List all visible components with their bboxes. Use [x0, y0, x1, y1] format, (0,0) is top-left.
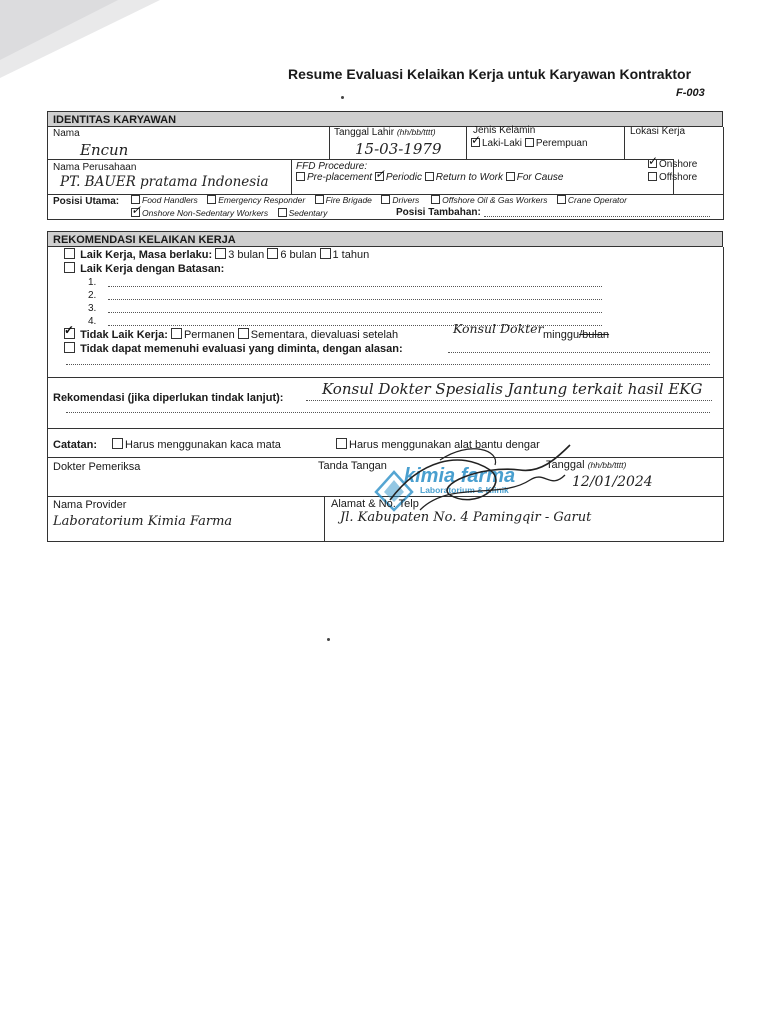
section-header-rekomendasi: REKOMENDASI KELAIKAN KERJA — [47, 231, 723, 247]
nama-perusahaan-label: Nama Perusahaan — [53, 162, 137, 173]
fire-brigade-checkbox[interactable] — [315, 195, 324, 204]
laki-laki-checkbox[interactable] — [471, 138, 480, 147]
kaca-mata-label: Harus menggunakan kaca mata — [125, 439, 281, 451]
rekomendasi-lanjut-value: Konsul Dokter Spesialis Jantung terkait hasil EKG — [322, 380, 703, 398]
sementara-label: Sementara, dievaluasi setelah — [250, 329, 399, 341]
nama-perusahaan-value: PT. BAUER pratama Indonesia — [60, 174, 269, 190]
divider — [47, 428, 723, 429]
for-cause-checkbox[interactable] — [506, 172, 515, 181]
onshore-nonsedentary-label: Onshore Non-Sedentary Workers — [142, 208, 269, 218]
scan-speck — [341, 96, 344, 99]
stamp-brand: kimia farma — [404, 465, 516, 487]
tanggal-format: (hh/bb/tttt) — [587, 460, 627, 470]
rekomendasi-lanjut-line-1[interactable] — [306, 400, 712, 401]
laik-kerja-batasan-checkbox[interactable] — [64, 262, 75, 273]
tanggal-lahir-label: Tanggal Lahir — [334, 127, 395, 138]
alat-bantu-checkbox[interactable] — [336, 438, 347, 449]
tidak-dapat-row — [64, 342, 403, 355]
page-fold-corner — [0, 0, 118, 60]
batasan-line-2[interactable] — [108, 299, 602, 300]
laik-kerja-batasan-label: Laik Kerja dengan Batasan: — [80, 263, 225, 275]
catatan-label: Catatan: — [53, 439, 98, 451]
batasan-number-4: 4. — [88, 316, 97, 327]
nama-value: Encun — [80, 141, 129, 159]
kaca-mata-option — [112, 438, 281, 451]
laki-laki-label: Laki-Laki — [482, 138, 523, 149]
ffd-procedure-label: FFD Procedure: — [296, 161, 368, 172]
perempuan-checkbox[interactable] — [525, 138, 534, 147]
divider — [466, 127, 467, 159]
tanda-tangan-label: Tanda Tangan — [318, 460, 387, 472]
posisi-utama-label: Posisi Utama: — [53, 196, 120, 207]
onshore-label: Onshore — [659, 159, 698, 170]
sementara-value: Konsul Dokter — [453, 321, 544, 336]
offshore-workers-checkbox[interactable] — [431, 195, 440, 204]
perempuan-label: Perempuan — [535, 138, 588, 149]
fire-brigade-label: Fire Brigade — [325, 195, 372, 205]
tidak-laik-row — [64, 328, 398, 341]
divider — [329, 127, 330, 159]
1-tahun-checkbox[interactable] — [320, 248, 331, 259]
laik-kerja-masa-checkbox[interactable] — [64, 248, 75, 259]
minggu-label: minggu — [543, 329, 580, 341]
tidak-dapat-label: Tidak dapat memenuhi evaluasi yang diminta, dengan alasan: — [80, 343, 403, 355]
emergency-responder-label: Emergency Responder — [218, 195, 306, 205]
emergency-responder-checkbox[interactable] — [207, 195, 216, 204]
tanggal-lahir-format: (hh/bb/tttt) — [396, 127, 436, 137]
posisi-tambahan-line[interactable] — [484, 216, 710, 217]
minggu-bulan — [543, 329, 609, 341]
rekomendasi-lanjut-line-2[interactable] — [66, 412, 710, 413]
bulan-label: /bulan — [579, 329, 610, 341]
section-header-identitas: IDENTITAS KARYAWAN — [47, 111, 723, 127]
stamp-subtitle: Laboratorium & Klinik — [420, 485, 509, 495]
offshore-workers-label: Offshore Oil & Gas Workers — [442, 195, 548, 205]
tanggal-label: Tanggal — [546, 459, 585, 471]
sedentary-checkbox[interactable] — [278, 208, 287, 217]
batasan-number-2: 2. — [88, 290, 97, 301]
tidak-laik-checkbox[interactable] — [64, 328, 75, 339]
tanggal-value: 12/01/2024 — [572, 474, 653, 490]
ffd-procedure-options — [296, 172, 563, 183]
document-title: Resume Evaluasi Kelaikan Kerja untuk Karyawan Kontraktor — [288, 66, 692, 82]
posisi-tambahan-label: Posisi Tambahan: — [396, 207, 481, 218]
return-to-work-checkbox[interactable] — [425, 172, 434, 181]
divider — [47, 159, 673, 160]
crane-operator-checkbox[interactable] — [557, 195, 566, 204]
laik-kerja-batasan-row — [64, 262, 224, 275]
divider — [47, 377, 723, 378]
6-bulan-label: 6 bulan — [280, 249, 317, 261]
alat-bantu-label: Harus menggunakan alat bantu dengar — [349, 439, 540, 451]
divider — [624, 127, 625, 159]
drivers-label: Drivers — [392, 195, 420, 205]
1-tahun-label: 1 tahun — [332, 249, 370, 261]
alamat-value: Jl. Kabupaten No. 4 Pamingqir - Garut — [340, 510, 592, 525]
pre-placement-label: Pre-placement — [307, 172, 373, 183]
document-code: F-003 — [676, 87, 705, 99]
periodic-label: Periodic — [385, 172, 422, 183]
onshore-nonsedentary-checkbox[interactable] — [131, 208, 140, 217]
pre-placement-checkbox[interactable] — [296, 172, 305, 181]
permanen-checkbox[interactable] — [171, 328, 182, 339]
lokasi-kerja-label: Lokasi Kerja — [630, 126, 686, 137]
scan-speck — [327, 638, 330, 641]
kaca-mata-checkbox[interactable] — [112, 438, 123, 449]
dokter-pemeriksa-label: Dokter Pemeriksa — [53, 461, 141, 473]
periodic-checkbox[interactable] — [375, 172, 384, 181]
laik-kerja-masa-label: Laik Kerja, Masa berlaku: — [80, 249, 213, 261]
nama-provider-label: Nama Provider — [53, 499, 127, 511]
3-bulan-checkbox[interactable] — [215, 248, 226, 259]
alamat-label: Alamat & No. Telp — [331, 498, 419, 510]
posisi-utama-options-row2 — [131, 208, 327, 218]
batasan-number-1: 1. — [88, 277, 97, 288]
divider — [291, 159, 292, 194]
batasan-number-3: 3. — [88, 303, 97, 314]
rekomendasi-lanjut-label: Rekomendasi (jika diperlukan tindak lanjut): — [53, 392, 284, 404]
6-bulan-checkbox[interactable] — [267, 248, 278, 259]
tidak-laik-label: Tidak Laik Kerja: — [80, 329, 168, 341]
divider — [324, 496, 325, 541]
tanggal-lahir-field — [334, 127, 436, 138]
3-bulan-label: 3 bulan — [228, 249, 265, 261]
drivers-checkbox[interactable] — [381, 195, 390, 204]
lokasi-onshore-option — [648, 159, 697, 170]
laik-kerja-masa-row — [64, 248, 369, 261]
batasan-line-1[interactable] — [108, 286, 602, 287]
food-handlers-label: Food Handlers — [142, 195, 198, 205]
jenis-kelamin-options — [471, 138, 588, 149]
alasan-line-1[interactable] — [448, 352, 710, 353]
nama-provider-value: Laboratorium Kimia Farma — [53, 514, 233, 529]
return-to-work-label: Return to Work — [435, 172, 503, 183]
crane-operator-label: Crane Operator — [567, 195, 627, 205]
for-cause-label: For Cause — [516, 172, 564, 183]
offshore-checkbox[interactable] — [648, 172, 657, 181]
permanen-label: Permanen — [183, 329, 235, 341]
jenis-kelamin-label: Jenis Kelamin — [473, 125, 536, 136]
batasan-line-3[interactable] — [108, 312, 602, 313]
sementara-checkbox[interactable] — [238, 328, 249, 339]
tanggal-lahir-value: 15-03-1979 — [355, 140, 442, 158]
tidak-dapat-checkbox[interactable] — [64, 342, 75, 353]
sedentary-label: Sedentary — [288, 208, 328, 218]
alasan-line-2[interactable] — [66, 364, 710, 365]
lokasi-offshore-option — [648, 172, 697, 183]
onshore-checkbox[interactable] — [648, 159, 657, 168]
nama-label: Nama — [53, 128, 80, 139]
posisi-utama-options-row1 — [131, 195, 627, 205]
offshore-label: Offshore — [659, 172, 698, 183]
